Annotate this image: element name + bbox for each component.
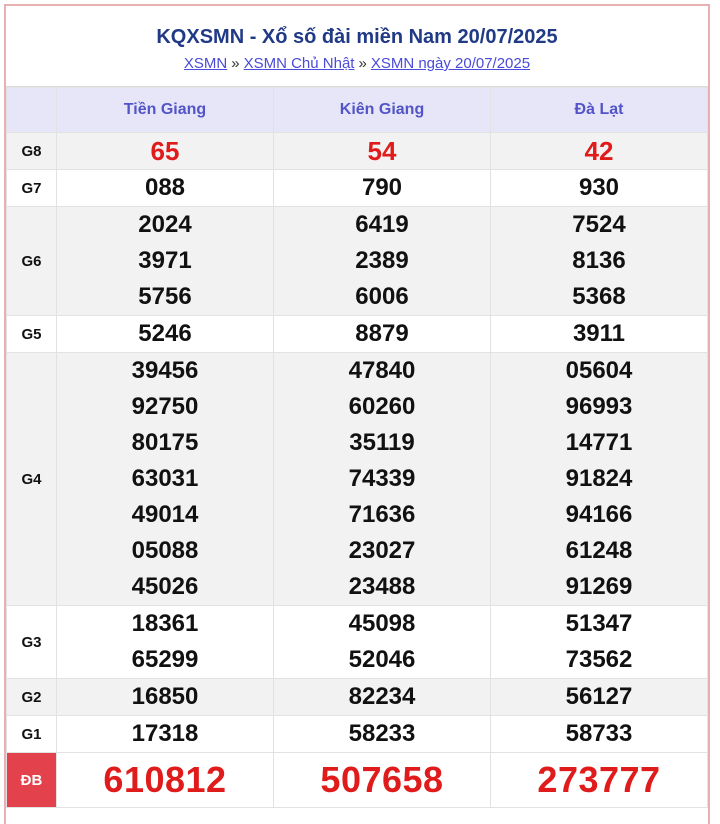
prize-row	[7, 207, 708, 316]
result-number: 18361	[131, 610, 199, 637]
result-number: 52046	[348, 646, 416, 673]
result-number: 45026	[131, 573, 199, 600]
result-number: 17318	[131, 720, 199, 747]
result-number: 92750	[131, 393, 199, 420]
result-number: 56127	[565, 683, 633, 710]
result-number: 6006	[355, 283, 409, 310]
result-number: 23488	[348, 573, 416, 600]
results-header	[6, 6, 708, 87]
prize-row	[7, 170, 708, 207]
result-cell	[491, 207, 708, 316]
result-number: 8879	[355, 320, 409, 347]
prize-row	[7, 133, 708, 170]
prize-label: G4	[7, 353, 57, 606]
result-number: 930	[578, 174, 620, 201]
result-number: 74339	[348, 465, 416, 492]
result-number: 3971	[138, 247, 192, 274]
prize-label: G8	[7, 133, 57, 170]
result-cell	[274, 133, 491, 170]
result-number: 39456	[131, 357, 199, 384]
result-cell	[274, 679, 491, 716]
result-number: 96993	[565, 393, 633, 420]
result-number: 507658	[320, 759, 444, 800]
result-number: 16850	[131, 683, 199, 710]
result-cell	[491, 716, 708, 753]
result-number: 51347	[565, 610, 633, 637]
prize-label: G5	[7, 316, 57, 353]
result-number: 42	[584, 136, 614, 166]
result-number: 71636	[348, 501, 416, 528]
table-header-row	[7, 88, 708, 133]
result-number: 35119	[349, 429, 415, 456]
result-number: 8136	[572, 247, 626, 274]
result-cell	[57, 207, 274, 316]
result-number: 2389	[355, 247, 409, 274]
prize-label: G3	[7, 606, 57, 679]
result-number: 91824	[565, 465, 633, 492]
result-number: 63031	[131, 465, 199, 492]
breadcrumb-link-xsmn-date[interactable]: XSMN ngày 20/07/2025	[370, 55, 531, 72]
page-title: KQXSMN - Xổ số đài miền Nam 20/07/2025	[156, 26, 558, 48]
result-cell	[57, 316, 274, 353]
prize-label: G7	[7, 170, 57, 207]
result-cell	[57, 679, 274, 716]
result-cell	[57, 353, 274, 606]
breadcrumb-separator: »	[358, 55, 367, 72]
result-number: 54	[367, 136, 397, 166]
prize-row	[7, 716, 708, 753]
prize-label: ĐB	[7, 753, 57, 808]
result-number: 94166	[565, 501, 633, 528]
prize-row	[7, 353, 708, 606]
prize-label: G1	[7, 716, 57, 753]
result-number: 05088	[131, 537, 199, 564]
result-number: 47840	[348, 357, 416, 384]
results-table	[6, 87, 708, 808]
result-number: 58233	[348, 720, 416, 747]
province-header[interactable]: Tiền Giang	[57, 88, 274, 133]
result-number: 23027	[348, 537, 416, 564]
result-number: 60260	[348, 393, 416, 420]
result-cell	[274, 606, 491, 679]
result-cell	[57, 716, 274, 753]
result-number: 61248	[565, 537, 633, 564]
prize-label: G6	[7, 207, 57, 316]
result-cell	[57, 133, 274, 170]
result-cell	[274, 753, 491, 808]
breadcrumb	[6, 55, 708, 73]
result-cell	[491, 679, 708, 716]
result-number: 088	[144, 174, 186, 201]
result-number: 2024	[138, 211, 192, 238]
result-number: 14771	[565, 429, 633, 456]
result-number: 5368	[572, 283, 626, 310]
result-cell	[274, 716, 491, 753]
result-number: 273777	[537, 759, 661, 800]
result-number: 58733	[565, 720, 633, 747]
prize-row	[7, 679, 708, 716]
result-cell	[491, 170, 708, 207]
result-number: 790	[361, 174, 403, 201]
result-cell	[491, 606, 708, 679]
result-number: 45098	[348, 610, 416, 637]
result-cell	[274, 170, 491, 207]
result-number: 05604	[565, 357, 633, 384]
result-number: 65	[150, 136, 180, 166]
result-number: 49014	[131, 501, 199, 528]
prize-row	[7, 753, 708, 808]
prize-row	[7, 316, 708, 353]
result-number: 610812	[103, 759, 227, 800]
result-cell	[57, 606, 274, 679]
result-number: 65299	[131, 646, 199, 673]
result-cell	[491, 753, 708, 808]
result-number: 5756	[138, 283, 192, 310]
result-number: 6419	[355, 211, 409, 238]
result-number: 5246	[138, 320, 192, 347]
breadcrumb-link-xsmn-sunday[interactable]: XSMN Chủ Nhật	[243, 55, 355, 72]
result-number: 80175	[131, 429, 199, 456]
result-cell	[274, 207, 491, 316]
result-cell	[274, 353, 491, 606]
result-number: 82234	[348, 683, 416, 710]
result-number: 91269	[565, 573, 633, 600]
result-cell	[274, 316, 491, 353]
breadcrumb-separator: »	[231, 55, 240, 72]
prize-row	[7, 606, 708, 679]
province-header[interactable]: Đà Lạt	[491, 88, 708, 133]
prize-column-header	[7, 88, 57, 133]
results-panel	[4, 4, 710, 824]
result-cell	[57, 170, 274, 207]
result-number: 3911	[572, 320, 626, 347]
prize-label: G2	[7, 679, 57, 716]
breadcrumb-link-xsmn[interactable]: XSMN	[183, 55, 228, 72]
result-number: 7524	[572, 211, 626, 238]
result-cell	[491, 316, 708, 353]
result-cell	[57, 753, 274, 808]
result-cell	[491, 353, 708, 606]
result-number: 73562	[565, 646, 633, 673]
result-cell	[491, 133, 708, 170]
province-header[interactable]: Kiên Giang	[274, 88, 491, 133]
